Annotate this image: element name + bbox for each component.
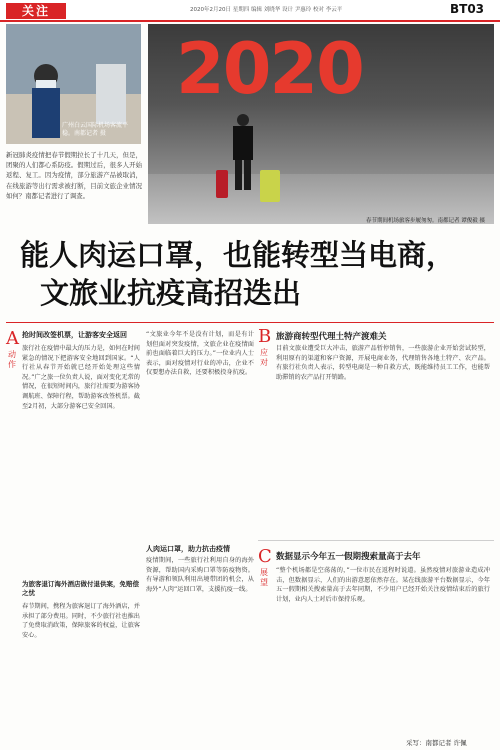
section-c-letter: C	[258, 546, 272, 567]
section-c-sub: 展望	[260, 568, 268, 587]
photo-banner-2020: 2020	[176, 28, 363, 110]
green-suitcase	[260, 170, 280, 202]
section-a-sub: 动作	[8, 350, 16, 369]
section-a-title: 抢时间改签机票，让游客安全返回	[22, 331, 127, 339]
section-divider	[6, 322, 494, 323]
intro-paragraph: 新冠肺炎疫情把春节假期拉长了十几天，但是，团聚的人们都心系防疫。假期过后，很多人开始返程、复工。因为疫情，部分旅游产品被取消，在线旅游等出行需求被打断，目前文旅企业情况如何？南都记者进行了调查。	[6, 151, 142, 200]
headline-line-2: 文旅业抗疫高招迭出	[40, 276, 302, 310]
section-a2-body: “文旅业今年不是没有计划，而是有计划但面对突发疫情，文旅企业在疫情面前也面临着巨大的压力。”一位业内人士表示，面对疫情对行业的冲击，企业不仅要想办法自救，还要积极投身抗疫。	[146, 331, 254, 377]
headline	[20, 236, 490, 312]
red-suitcase	[216, 170, 228, 198]
section-a2-subhead: 人肉运口罩，助力抗击疫情	[146, 545, 230, 553]
section-c-title: 数据显示今年五一假期搜索量高于去年	[276, 552, 421, 562]
section-tag: 关注	[6, 3, 66, 19]
main-photo	[148, 24, 494, 224]
headline-line-1: 能人肉运口罩，也能转型当电商，	[20, 238, 456, 272]
section-a-body-1: 旅行社在疫情中最大的压力是，如何在时间紧急的情况下把游客安全地回到国家。“人行社从春节开始就已经开始处理这些情况。”广之旅一位负责人说，面对变化无常的情况，在很短时间内，旅行社需要为游客协调航班、保障行程，帮助游客改签机票。截至2月初，大部分游客已安全回国。	[22, 345, 140, 410]
section-a2-body-2: 疫情期间，一些旅行社利用自身的海外资源，帮助国内采购口罩等防疫物资。有导游和领队利用出境带团的机会，从海外“人肉”运回口罩，支援抗疫一线。	[146, 557, 254, 593]
section-c-divider	[258, 540, 494, 541]
inset-photo-caption: 广州白云国际机场客流平稳。南都记者 摄	[62, 122, 129, 137]
main-photo-caption: 春节期间机场旅客步履匆匆。南都记者 谭俊毅 摄	[366, 218, 485, 224]
section-b-letter: B	[258, 326, 272, 347]
header-meta: 2020年2月20日 星期四 编辑 刘晓华 设计 尹惠玲 校对 李云平	[190, 7, 343, 13]
section-b-body: 目前文旅业遭受巨大冲击，旅游产品暂停销售，一些旅游企业开始尝试转型，利用原有的渠道和客户资源，开展电商业务，代理销售各地土特产、农产品。有旅行社负责人表示，转型电商是一种自救方式，既能维持员工工作，也能帮助滞销的农产品打开销路。	[276, 345, 490, 381]
section-b-title: 旅游商转型代理土特产渡难关	[276, 332, 387, 342]
section-a-body-2: 春节期间，携程为旅客退订了海外酒店，并承担了部分费用。同时，不少旅行社也推出了免费取消政策，保障旅客的权益，让旅客安心。	[22, 603, 140, 639]
section-a-letter: A	[6, 328, 19, 349]
header-rule	[0, 20, 500, 22]
page-number: BT03	[450, 2, 485, 16]
author-credit: 采写：南都记者 许佩	[406, 739, 467, 747]
traveler-figure	[228, 112, 258, 194]
section-b-sub: 应对	[260, 348, 268, 367]
section-c-body: “整个机场都是空荡荡的，”一位市民在返程时说道。虽然疫情对旅游业造成冲击，但数据显示，人们的出游意愿依然存在。某在线旅游平台数据显示，今年五一假期相关搜索量高于去年同期，不少用户已经开始关注疫情结束后的旅行计划，业内人士对后市保持乐观。	[276, 567, 490, 603]
section-a-subhead: 为旅客退订海外酒店做付退供案，免赔偿之忧	[22, 580, 139, 597]
inset-photo	[6, 24, 141, 144]
